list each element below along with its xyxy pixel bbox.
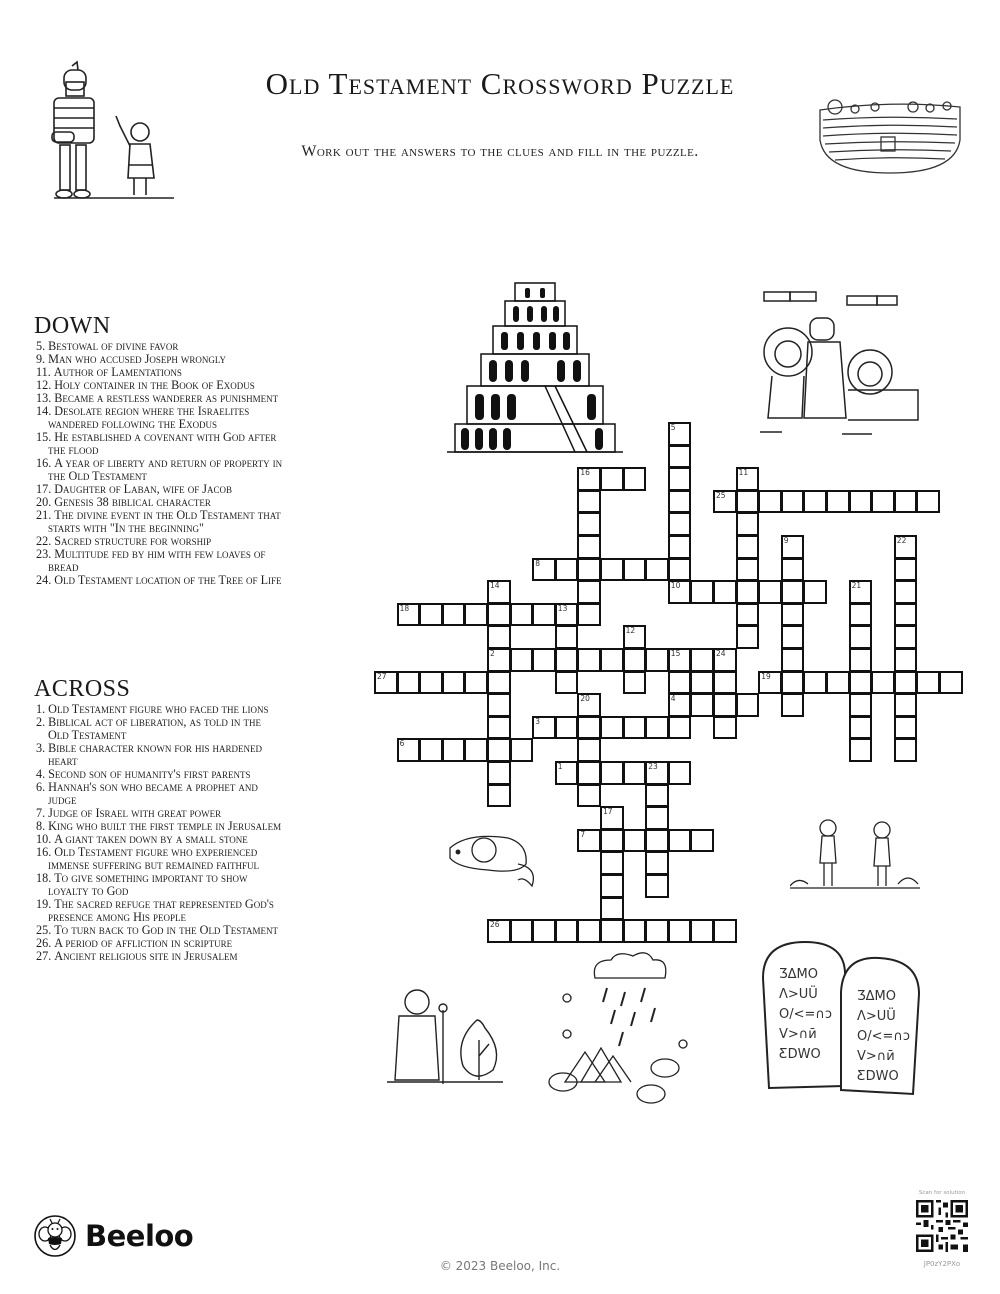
crossword-cell[interactable]	[600, 558, 624, 582]
clue-text: The divine event in the Old Testament that starts with "In the beginning"	[48, 508, 281, 535]
crossword-cell[interactable]	[668, 422, 692, 446]
crossword-cell[interactable]	[668, 829, 692, 853]
clue-item	[34, 898, 284, 924]
crossword-cell[interactable]	[487, 603, 511, 627]
crossword-cell[interactable]	[713, 648, 737, 672]
crossword-cell[interactable]	[600, 874, 624, 898]
crossword-cell[interactable]	[555, 761, 579, 785]
crossword-cell[interactable]	[397, 738, 421, 762]
ten-commandments-tablets-icon	[755, 938, 930, 1098]
bee-logo-icon	[33, 1214, 77, 1258]
down-clues	[34, 313, 284, 587]
crossword-cell[interactable]	[668, 716, 692, 740]
crossword-cell[interactable]	[758, 490, 782, 514]
crossword-cell[interactable]	[668, 693, 692, 717]
crossword-cell[interactable]	[532, 919, 556, 943]
solution-qr[interactable]	[912, 1190, 972, 1268]
crossword-cell[interactable]	[894, 738, 918, 762]
clue-number: 14.	[36, 404, 52, 418]
crossword-cell[interactable]	[645, 558, 669, 582]
crossword-cell[interactable]	[600, 761, 624, 785]
crossword-cell[interactable]	[781, 580, 805, 604]
crossword-cell[interactable]	[736, 535, 760, 559]
clue-number: 12.	[36, 378, 52, 392]
svg-text:O/<=∩ↄ: O/<=∩ↄ	[857, 1029, 911, 1044]
crossword-cell[interactable]	[577, 535, 601, 559]
clue-item	[34, 509, 284, 535]
clue-number-label: 2	[490, 649, 495, 658]
crossword-cell[interactable]	[555, 716, 579, 740]
clue-text: The sacred refuge that represented God's presence among His people	[48, 897, 274, 924]
crossword-cell[interactable]	[736, 603, 760, 627]
clue-text: Old Testament figure who faced the lions	[48, 702, 269, 716]
crossword-cell[interactable]	[803, 580, 827, 604]
clue-item	[34, 457, 284, 483]
crossword-cell[interactable]	[645, 829, 669, 853]
crossword-cell[interactable]	[623, 716, 647, 740]
clue-number-label: 24	[716, 649, 726, 658]
clue-number: 3.	[36, 741, 46, 755]
crossword-cell[interactable]	[374, 671, 398, 695]
crossword-cell[interactable]	[668, 535, 692, 559]
crossword-cell[interactable]	[623, 558, 647, 582]
crossword-cell[interactable]	[781, 603, 805, 627]
crossword-cell[interactable]	[577, 580, 601, 604]
goliath-and-david-icon	[44, 60, 184, 205]
crossword-cell[interactable]	[871, 490, 895, 514]
clue-number-label: 4	[670, 694, 676, 704]
brand-logo	[33, 1214, 193, 1258]
crossword-cell[interactable]	[781, 693, 805, 717]
crossword-cell[interactable]	[623, 761, 647, 785]
clue-text: Sacred structure for worship	[54, 534, 212, 548]
crossword-cell[interactable]	[442, 603, 466, 627]
crossword-cell[interactable]	[487, 919, 511, 943]
crossword-cell[interactable]	[555, 919, 579, 943]
crossword-cell[interactable]	[690, 829, 714, 853]
clue-number-label: 21	[851, 581, 862, 591]
crossword-cell[interactable]	[577, 467, 601, 491]
crossword-cell[interactable]	[645, 919, 669, 943]
clue-text: Second son of humanity's first parents	[48, 767, 251, 781]
clue-item	[34, 846, 284, 872]
clue-text: Genesis 38 biblical character	[54, 495, 211, 509]
clue-number: 27.	[36, 949, 52, 963]
clue-number: 10.	[36, 832, 52, 846]
copyright-text: © 2023 Beeloo, Inc.	[439, 1259, 561, 1273]
crossword-cell[interactable]	[419, 671, 443, 695]
page-subtitle: Work out the answers to the clues and fill in the puzzle.	[301, 143, 699, 160]
crossword-cell[interactable]	[623, 625, 647, 649]
crossword-cell[interactable]	[894, 535, 918, 559]
clue-text: Desolate region where the Israelites wandered following the Exodus	[48, 404, 250, 431]
svg-text:Λ>UÜ: Λ>UÜ	[857, 1009, 896, 1024]
crossword-cell[interactable]	[464, 671, 488, 695]
clue-text: A giant taken down by a small stone	[54, 832, 248, 846]
crossword-cell[interactable]	[623, 671, 647, 695]
clue-number: 7.	[36, 806, 46, 820]
clue-number-label: 12	[625, 626, 636, 636]
plagues-of-egypt-icon	[545, 948, 705, 1108]
clue-number-label: 19	[761, 671, 771, 681]
crossword-cell[interactable]	[577, 716, 601, 740]
qr-code-icon[interactable]	[916, 1200, 968, 1252]
crossword-cell[interactable]	[600, 897, 624, 921]
clue-text: Bestowal of divine favor	[48, 339, 179, 353]
clue-item	[34, 950, 284, 963]
clue-text: King who built the first temple in Jerusalem	[48, 819, 282, 833]
daniel-lions-den-icon	[742, 290, 922, 440]
crossword-cell[interactable]	[645, 648, 669, 672]
crossword-cell[interactable]	[600, 806, 624, 830]
qr-code-id: JP0zY2PXo	[923, 1260, 961, 1268]
clue-number-label: 20	[580, 694, 590, 704]
crossword-cell[interactable]	[849, 625, 873, 649]
crossword-cell[interactable]	[623, 648, 647, 672]
crossword-cell[interactable]	[803, 490, 827, 514]
crossword-cell[interactable]	[600, 716, 624, 740]
crossword-cell[interactable]	[510, 603, 534, 627]
crossword-cell[interactable]	[577, 558, 601, 582]
qr-label: Scan for solution	[918, 1190, 966, 1196]
crossword-cell[interactable]	[487, 693, 511, 717]
crossword-cell[interactable]	[600, 467, 624, 491]
crossword-cell[interactable]	[555, 671, 579, 695]
clue-text: Daughter of Laban, wife of Jacob	[54, 482, 233, 496]
svg-text:V>∩ӣ: V>∩ӣ	[857, 1049, 895, 1064]
crossword-cell[interactable]	[849, 490, 873, 514]
crossword-cell[interactable]	[668, 671, 692, 695]
crossword-cell[interactable]	[713, 919, 737, 943]
svg-text:ƷΔMO: ƷΔMO	[779, 967, 818, 982]
clue-number-label: 5	[670, 423, 676, 432]
crossword-cell[interactable]	[623, 829, 647, 853]
tower-of-babel-icon	[445, 278, 625, 458]
clue-text: Multitude fed by him with few loaves of bread	[48, 547, 266, 574]
crossword-cell[interactable]	[419, 738, 443, 762]
crossword-cell[interactable]	[668, 919, 692, 943]
clue-number-label: 25	[716, 490, 726, 500]
clue-number: 11.	[36, 365, 51, 379]
crossword-cell[interactable]	[510, 919, 534, 943]
crossword-cell[interactable]	[555, 558, 579, 582]
clue-number: 26.	[36, 936, 52, 950]
clue-text: Hannah's son who became a prophet and judge	[48, 780, 258, 807]
crossword-cell[interactable]	[916, 490, 940, 514]
clue-text: To turn back to God in the Old Testament	[54, 923, 278, 937]
crossword-cell[interactable]	[532, 716, 556, 740]
crossword-cell[interactable]	[600, 648, 624, 672]
clue-number: 5.	[36, 339, 46, 353]
clue-number-label: 11	[738, 468, 749, 478]
clue-text: He established a covenant with God after the flood	[48, 430, 277, 457]
clue-number-label: 27	[377, 671, 387, 681]
clue-text: Biblical act of liberation, as told in the Old Testament	[48, 715, 261, 742]
crossword-cell[interactable]	[690, 648, 714, 672]
crossword-cell[interactable]	[555, 625, 579, 649]
clue-item	[34, 781, 284, 807]
clue-number-label: 6	[399, 739, 405, 749]
crossword-cell[interactable]	[668, 580, 692, 604]
crossword-cell[interactable]	[577, 603, 601, 627]
clue-number-label: 18	[399, 603, 410, 613]
crossword-cell[interactable]	[397, 671, 421, 695]
crossword-cell[interactable]	[623, 919, 647, 943]
clue-text: Became a restless wanderer as punishment	[54, 391, 279, 405]
crossword-cell[interactable]	[623, 467, 647, 491]
crossword-cell[interactable]	[894, 490, 918, 514]
crossword-cell[interactable]	[758, 580, 782, 604]
crossword-cell[interactable]	[668, 490, 692, 514]
svg-text:ƷΔMO: ƷΔMO	[857, 989, 896, 1004]
crossword-cell[interactable]	[600, 919, 624, 943]
crossword-cell[interactable]	[894, 671, 918, 695]
clue-number: 21.	[36, 508, 52, 522]
crossword-cell[interactable]	[736, 580, 760, 604]
clue-item	[34, 405, 284, 431]
crossword-cell[interactable]	[442, 671, 466, 695]
clue-text: A year of liberty and return of property in the Old Testament	[48, 456, 283, 483]
svg-text:O/<=∩ↄ: O/<=∩ↄ	[779, 1007, 833, 1022]
clue-number-label: 17	[603, 807, 613, 817]
crossword-cell[interactable]	[419, 603, 443, 627]
crossword-cell[interactable]	[577, 490, 601, 514]
clue-number-label: 22	[896, 536, 907, 545]
clue-number: 2.	[36, 715, 46, 729]
crossword-cell[interactable]	[803, 671, 827, 695]
crossword-cell[interactable]	[713, 490, 737, 514]
crossword-cell[interactable]	[487, 580, 511, 604]
crossword-cell[interactable]	[871, 671, 895, 695]
crossword-cell[interactable]	[916, 671, 940, 695]
clue-number-label: 14	[490, 581, 500, 591]
page-title: Old Testament Crossword Puzzle	[265, 66, 735, 101]
clue-item	[34, 548, 284, 574]
crossword-cell[interactable]	[849, 648, 873, 672]
crossword-cell[interactable]	[849, 738, 873, 762]
crossword-cell[interactable]	[668, 558, 692, 582]
across-clues	[34, 676, 284, 963]
crossword-cell[interactable]	[532, 603, 556, 627]
clue-item	[34, 742, 284, 768]
crossword-cell[interactable]	[487, 648, 511, 672]
crossword-cell[interactable]	[600, 829, 624, 853]
clue-number-label: 26	[490, 920, 500, 930]
down-heading: DOWN	[34, 313, 111, 339]
noahs-ark-icon	[815, 95, 965, 175]
crossword-cell[interactable]	[781, 648, 805, 672]
crossword-cell[interactable]	[668, 512, 692, 536]
crossword-cell[interactable]	[464, 738, 488, 762]
crossword-cell[interactable]	[442, 738, 466, 762]
crossword-cell[interactable]	[736, 512, 760, 536]
crossword-cell[interactable]	[894, 648, 918, 672]
crossword-cell[interactable]	[532, 558, 556, 582]
crossword-cell[interactable]	[487, 761, 511, 785]
crossword-cell[interactable]	[781, 671, 805, 695]
clue-text: To give something important to show loyalty to God	[48, 871, 248, 898]
crossword-cell[interactable]	[645, 761, 669, 785]
crossword-cell[interactable]	[894, 716, 918, 740]
clue-number: 25.	[36, 923, 52, 937]
crossword-cell[interactable]	[939, 671, 963, 695]
clue-number: 22.	[36, 534, 52, 548]
crossword-cell[interactable]	[849, 716, 873, 740]
clue-number-label: 1	[557, 762, 563, 771]
clue-number-label: 15	[670, 649, 681, 658]
crossword-cell[interactable]	[577, 512, 601, 536]
clue-number-label: 9	[783, 536, 789, 545]
crossword-cell[interactable]	[736, 558, 760, 582]
crossword-cell[interactable]	[894, 603, 918, 627]
clue-number: 1.	[36, 702, 46, 716]
crossword-cell[interactable]	[713, 580, 737, 604]
crossword-cell[interactable]	[690, 919, 714, 943]
crossword-cell[interactable]	[736, 467, 760, 491]
clue-number: 17.	[36, 482, 52, 496]
crossword-cell[interactable]	[577, 693, 601, 717]
clue-number: 19.	[36, 897, 52, 911]
crossword-cell[interactable]	[555, 603, 579, 627]
clue-text: Author of Lamentations	[53, 365, 182, 379]
svg-text:Λ>UÜ: Λ>UÜ	[779, 987, 818, 1002]
clue-text: A period of affliction in scripture	[54, 936, 233, 950]
crossword-cell[interactable]	[487, 625, 511, 649]
clue-text: Ancient religious site in Jerusalem	[54, 949, 238, 963]
clue-number: 20.	[36, 495, 52, 509]
crossword-cell[interactable]	[690, 671, 714, 695]
crossword-cell[interactable]	[645, 874, 669, 898]
crossword-cell[interactable]	[713, 671, 737, 695]
crossword-cell[interactable]	[532, 648, 556, 672]
crossword-cell[interactable]	[555, 648, 579, 672]
crossword-cell[interactable]	[577, 829, 601, 853]
crossword-cell[interactable]	[736, 625, 760, 649]
brand-name: Beeloo	[85, 1219, 194, 1253]
crossword-cell[interactable]	[781, 490, 805, 514]
crossword-cell[interactable]	[849, 580, 873, 604]
clue-text: Old Testament figure who experienced immense suffering but remained faithful	[48, 845, 260, 872]
crossword-cell[interactable]	[487, 716, 511, 740]
crossword-cell[interactable]	[645, 784, 669, 808]
clue-number: 9.	[36, 352, 46, 366]
clue-number: 15.	[36, 430, 52, 444]
svg-text:ƸDWO: ƸDWO	[779, 1047, 821, 1062]
clue-number: 16.	[36, 845, 52, 859]
crossword-cell[interactable]	[736, 490, 760, 514]
clue-number-label: 16	[580, 468, 590, 478]
crossword-cell[interactable]	[464, 603, 488, 627]
clue-text: Bible character known for his hardened heart	[48, 741, 263, 768]
clue-item	[34, 574, 284, 587]
crossword-cell[interactable]	[487, 784, 511, 808]
clue-number-label: 13	[557, 603, 568, 613]
clue-number: 8.	[36, 819, 46, 833]
adam-and-eve-icon	[790, 818, 930, 893]
crossword-cell[interactable]	[781, 625, 805, 649]
clue-number: 23.	[36, 547, 52, 561]
crossword-cell[interactable]	[713, 716, 737, 740]
svg-text:ƸDWO: ƸDWO	[857, 1069, 899, 1084]
clue-number: 4.	[36, 767, 46, 781]
crossword-cell[interactable]	[577, 738, 601, 762]
crossword-cell[interactable]	[668, 648, 692, 672]
clue-text: Old Testament location of the Tree of Life	[54, 573, 282, 587]
crossword-cell[interactable]	[645, 716, 669, 740]
crossword-cell[interactable]	[894, 693, 918, 717]
crossword-cell[interactable]	[668, 445, 692, 469]
crossword-cell[interactable]	[510, 738, 534, 762]
crossword-cell[interactable]	[894, 558, 918, 582]
crossword-cell[interactable]	[713, 693, 737, 717]
clue-number-label: 10	[670, 581, 681, 591]
moses-burning-bush-icon	[385, 980, 515, 1090]
crossword-cell[interactable]	[894, 625, 918, 649]
crossword-cell[interactable]	[510, 648, 534, 672]
jonah-whale-icon	[448, 828, 548, 888]
crossword-cell[interactable]	[645, 806, 669, 830]
crossword-cell[interactable]	[690, 693, 714, 717]
crossword-cell[interactable]	[758, 671, 782, 695]
crossword-cell[interactable]	[781, 535, 805, 559]
crossword-cell[interactable]	[668, 761, 692, 785]
clue-text: Holy container in the Book of Exodus	[54, 378, 255, 392]
clue-item	[34, 431, 284, 457]
crossword-cell[interactable]	[826, 671, 850, 695]
clue-text: Judge of Israel with great power	[48, 806, 222, 820]
crossword-cell[interactable]	[577, 919, 601, 943]
crossword-cell[interactable]	[781, 558, 805, 582]
crossword-cell[interactable]	[645, 851, 669, 875]
clue-text: Man who accused Joseph wrongly	[48, 352, 227, 366]
clue-number-label: 7	[580, 829, 586, 839]
crossword-cell[interactable]	[487, 738, 511, 762]
crossword-cell[interactable]	[849, 693, 873, 717]
crossword-cell[interactable]	[894, 580, 918, 604]
clue-number-label: 23	[648, 762, 658, 771]
crossword-cell[interactable]	[826, 490, 850, 514]
crossword-cell[interactable]	[849, 603, 873, 627]
crossword-cell[interactable]	[668, 467, 692, 491]
crossword-cell[interactable]	[487, 671, 511, 695]
clue-item	[34, 716, 284, 742]
crossword-cell[interactable]	[577, 784, 601, 808]
clue-number: 18.	[36, 871, 52, 885]
clue-number: 24.	[36, 573, 52, 587]
crossword-cell[interactable]	[690, 580, 714, 604]
clue-number-label: 3	[535, 716, 540, 726]
crossword-cell[interactable]	[736, 693, 760, 717]
clue-item	[34, 872, 284, 898]
crossword-cell[interactable]	[849, 671, 873, 695]
across-heading: ACROSS	[34, 676, 131, 702]
clue-number: 13.	[36, 391, 52, 405]
crossword-cell[interactable]	[397, 603, 421, 627]
crossword-cell[interactable]	[577, 761, 601, 785]
crossword-cell[interactable]	[577, 648, 601, 672]
clue-number-label: 8	[535, 558, 540, 568]
clue-number: 16.	[36, 456, 52, 470]
clue-number: 6.	[36, 780, 46, 794]
svg-text:V>∩ӣ: V>∩ӣ	[779, 1027, 817, 1042]
crossword-cell[interactable]	[600, 851, 624, 875]
